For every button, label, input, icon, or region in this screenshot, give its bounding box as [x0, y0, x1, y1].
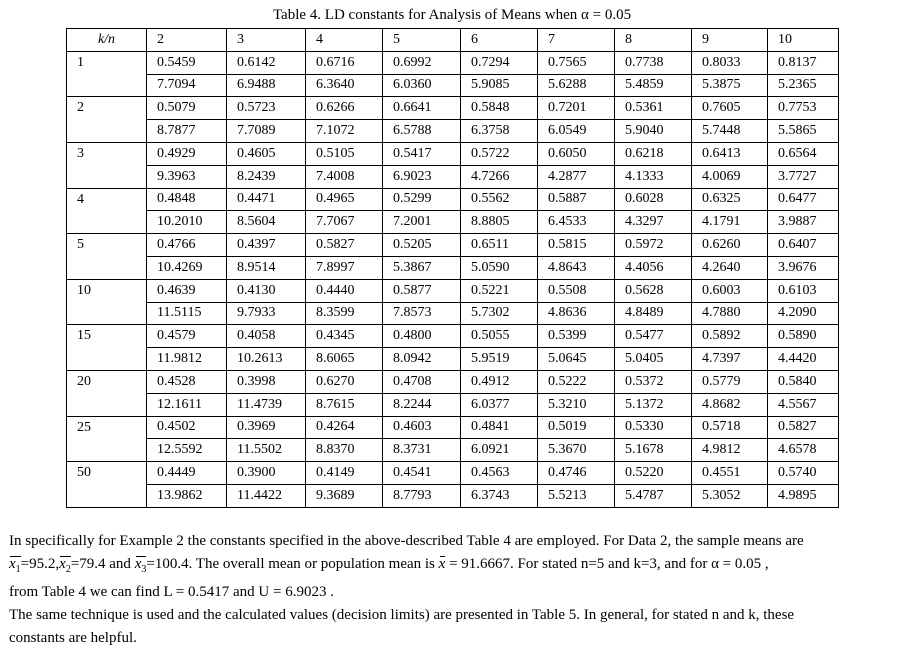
lower-limit-cell: 0.7605 — [692, 97, 768, 120]
upper-limit-cell: 4.2090 — [768, 302, 839, 325]
corner-header: k/n — [67, 29, 147, 52]
k-label-cell: 15 — [67, 325, 147, 371]
upper-limit-cell: 6.0921 — [461, 439, 538, 462]
lower-limit-cell: 0.3969 — [227, 416, 306, 439]
table-row-lower — [67, 279, 839, 302]
upper-limit-cell: 10.2010 — [147, 211, 227, 234]
upper-limit-cell: 8.5604 — [227, 211, 306, 234]
n-header: 9 — [692, 29, 768, 52]
upper-limit-cell: 12.5592 — [147, 439, 227, 462]
table-row-lower — [67, 97, 839, 120]
lower-limit-cell: 0.4471 — [227, 188, 306, 211]
upper-limit-cell: 4.6578 — [768, 439, 839, 462]
lower-limit-cell: 0.4397 — [227, 234, 306, 257]
upper-limit-cell: 5.2365 — [768, 74, 839, 97]
lower-limit-cell: 0.5079 — [147, 97, 227, 120]
upper-limit-cell: 7.4008 — [306, 165, 383, 188]
lower-limit-cell: 0.5399 — [538, 325, 615, 348]
lower-limit-cell: 0.5205 — [383, 234, 461, 257]
lower-limit-cell: 0.5055 — [461, 325, 538, 348]
table-row-lower — [67, 142, 839, 165]
n-header: 4 — [306, 29, 383, 52]
lower-limit-cell: 0.5019 — [538, 416, 615, 439]
upper-limit-cell: 8.7793 — [383, 484, 461, 507]
lower-limit-cell: 0.5417 — [383, 142, 461, 165]
upper-limit-cell: 11.4422 — [227, 484, 306, 507]
k-label-cell: 1 — [67, 51, 147, 97]
upper-limit-cell: 5.7302 — [461, 302, 538, 325]
lower-limit-cell: 0.5877 — [383, 279, 461, 302]
lower-limit-cell: 0.4766 — [147, 234, 227, 257]
table-row-lower — [67, 370, 839, 393]
table-row-upper — [67, 256, 839, 279]
lower-limit-cell: 0.5222 — [538, 370, 615, 393]
lower-limit-cell: 0.4563 — [461, 462, 538, 485]
lower-limit-cell: 0.5459 — [147, 51, 227, 74]
upper-limit-cell: 3.9887 — [768, 211, 839, 234]
lower-limit-cell: 0.4528 — [147, 370, 227, 393]
lower-limit-cell: 0.4639 — [147, 279, 227, 302]
upper-limit-cell: 4.9895 — [768, 484, 839, 507]
lower-limit-cell: 0.5372 — [615, 370, 692, 393]
xbar-symbol: $x_1$ — [9, 553, 21, 581]
upper-limit-cell: 5.0405 — [615, 348, 692, 371]
n-header: 2 — [147, 29, 227, 52]
upper-limit-cell: 11.5502 — [227, 439, 306, 462]
upper-limit-cell: 3.7727 — [768, 165, 839, 188]
lower-limit-cell: 0.8137 — [768, 51, 839, 74]
upper-limit-cell: 4.1791 — [692, 211, 768, 234]
k-label-cell: 50 — [67, 462, 147, 508]
lower-limit-cell: 0.5779 — [692, 370, 768, 393]
lower-limit-cell: 0.6270 — [306, 370, 383, 393]
table-caption: Table 4. LD constants for Analysis of Means when α = 0.05 — [272, 7, 632, 23]
upper-limit-cell: 10.4269 — [147, 256, 227, 279]
n-header: 8 — [615, 29, 692, 52]
upper-limit-cell: 3.9676 — [768, 256, 839, 279]
lower-limit-cell: 0.5361 — [615, 97, 692, 120]
upper-limit-cell: 5.4859 — [615, 74, 692, 97]
lower-limit-cell: 0.8033 — [692, 51, 768, 74]
table-row-lower — [67, 51, 839, 74]
upper-limit-cell: 5.3210 — [538, 393, 615, 416]
k-label-cell: 10 — [67, 279, 147, 325]
lower-limit-cell: 0.5477 — [615, 325, 692, 348]
upper-limit-cell: 6.0360 — [383, 74, 461, 97]
lower-limit-cell: 0.7201 — [538, 97, 615, 120]
lower-limit-cell: 0.3900 — [227, 462, 306, 485]
lower-limit-cell: 0.5723 — [227, 97, 306, 120]
lower-limit-cell: 0.4551 — [692, 462, 768, 485]
upper-limit-cell: 4.8636 — [538, 302, 615, 325]
lower-limit-cell: 0.4440 — [306, 279, 383, 302]
n-header: 5 — [383, 29, 461, 52]
lower-limit-cell: 0.6407 — [768, 234, 839, 257]
upper-limit-cell: 4.2877 — [538, 165, 615, 188]
lower-limit-cell: 0.4149 — [306, 462, 383, 485]
upper-limit-cell: 6.3758 — [461, 120, 538, 143]
upper-limit-cell: 7.8573 — [383, 302, 461, 325]
lower-limit-cell: 0.5840 — [768, 370, 839, 393]
lower-limit-cell: 0.5890 — [768, 325, 839, 348]
upper-limit-cell: 7.7067 — [306, 211, 383, 234]
upper-limit-cell: 4.8682 — [692, 393, 768, 416]
table-body — [67, 51, 839, 507]
table-row-lower — [67, 416, 839, 439]
lower-limit-cell: 0.5827 — [768, 416, 839, 439]
n-header: 7 — [538, 29, 615, 52]
lower-limit-cell: 0.4929 — [147, 142, 227, 165]
upper-limit-cell: 5.1372 — [615, 393, 692, 416]
upper-limit-cell: 11.5115 — [147, 302, 227, 325]
lower-limit-cell: 0.4579 — [147, 325, 227, 348]
table-row-upper — [67, 393, 839, 416]
upper-limit-cell: 8.2244 — [383, 393, 461, 416]
upper-limit-cell: 4.7266 — [461, 165, 538, 188]
upper-limit-cell: 5.4787 — [615, 484, 692, 507]
lower-limit-cell: 0.5722 — [461, 142, 538, 165]
lower-limit-cell: 0.5562 — [461, 188, 538, 211]
upper-limit-cell: 11.4739 — [227, 393, 306, 416]
upper-limit-cell: 5.0645 — [538, 348, 615, 371]
upper-limit-cell: 10.2613 — [227, 348, 306, 371]
upper-limit-cell: 8.8370 — [306, 439, 383, 462]
upper-limit-cell: 6.0377 — [461, 393, 538, 416]
upper-limit-cell: 4.2640 — [692, 256, 768, 279]
table-row-upper — [67, 302, 839, 325]
lower-limit-cell: 0.6511 — [461, 234, 538, 257]
k-label-cell: 3 — [67, 142, 147, 188]
upper-limit-cell: 5.3052 — [692, 484, 768, 507]
lower-limit-cell: 0.7738 — [615, 51, 692, 74]
upper-limit-cell: 6.5788 — [383, 120, 461, 143]
lower-limit-cell: 0.3998 — [227, 370, 306, 393]
lower-limit-cell: 0.6992 — [383, 51, 461, 74]
lower-limit-cell: 0.5105 — [306, 142, 383, 165]
lower-limit-cell: 0.6218 — [615, 142, 692, 165]
upper-limit-cell: 7.7089 — [227, 120, 306, 143]
table-row-lower — [67, 325, 839, 348]
upper-limit-cell: 8.9514 — [227, 256, 306, 279]
lower-limit-cell: 0.4848 — [147, 188, 227, 211]
upper-limit-cell: 7.1072 — [306, 120, 383, 143]
upper-limit-cell: 5.0590 — [461, 256, 538, 279]
lower-limit-cell: 0.5220 — [615, 462, 692, 485]
upper-limit-cell: 4.3297 — [615, 211, 692, 234]
lower-limit-cell: 0.6325 — [692, 188, 768, 211]
lower-limit-cell: 0.6641 — [383, 97, 461, 120]
table-row-upper — [67, 348, 839, 371]
lower-limit-cell: 0.6266 — [306, 97, 383, 120]
upper-limit-cell: 9.3963 — [147, 165, 227, 188]
lower-limit-cell: 0.4605 — [227, 142, 306, 165]
table-row-upper — [67, 165, 839, 188]
paragraph-line: constants are helpful. — [9, 630, 137, 646]
upper-limit-cell: 5.9040 — [615, 120, 692, 143]
upper-limit-cell: 6.3743 — [461, 484, 538, 507]
upper-limit-cell: 4.1333 — [615, 165, 692, 188]
lower-limit-cell: 0.5827 — [306, 234, 383, 257]
upper-limit-cell: 5.1678 — [615, 439, 692, 462]
upper-limit-cell: 6.4533 — [538, 211, 615, 234]
upper-limit-cell: 4.9812 — [692, 439, 768, 462]
upper-limit-cell: 4.5567 — [768, 393, 839, 416]
upper-limit-cell: 4.8489 — [615, 302, 692, 325]
upper-limit-cell: 7.2001 — [383, 211, 461, 234]
upper-limit-cell: 8.7877 — [147, 120, 227, 143]
lower-limit-cell: 0.4841 — [461, 416, 538, 439]
upper-limit-cell: 8.7615 — [306, 393, 383, 416]
upper-limit-cell: 7.8997 — [306, 256, 383, 279]
lower-limit-cell: 0.4058 — [227, 325, 306, 348]
lower-limit-cell: 0.5330 — [615, 416, 692, 439]
table-row-upper — [67, 74, 839, 97]
table-row-upper — [67, 211, 839, 234]
n-header: 3 — [227, 29, 306, 52]
k-label-cell: 25 — [67, 416, 147, 462]
lower-limit-cell: 0.6260 — [692, 234, 768, 257]
paragraph-line: In specifically for Example 2 the constants specified in the above-described Table 4 are employed. For Data 2, the sample means are — [9, 533, 804, 549]
lower-limit-cell: 0.6050 — [538, 142, 615, 165]
upper-limit-cell: 9.3689 — [306, 484, 383, 507]
xbar-symbol: $x_3$ — [135, 553, 147, 581]
xbar-symbol: $x_2$ — [59, 553, 71, 581]
k-label-cell: 4 — [67, 188, 147, 234]
paragraph-line: The same technique is used and the calculated values (decision limits) are presented in Table 5. In general, for stated n and k, these — [9, 607, 795, 623]
lower-limit-cell: 0.4708 — [383, 370, 461, 393]
upper-limit-cell: 5.5213 — [538, 484, 615, 507]
lower-limit-cell: 0.6028 — [615, 188, 692, 211]
upper-limit-cell: 8.0942 — [383, 348, 461, 371]
k-label-cell: 5 — [67, 234, 147, 280]
upper-limit-cell: 8.3731 — [383, 439, 461, 462]
upper-limit-cell: 13.9862 — [147, 484, 227, 507]
lower-limit-cell: 0.4130 — [227, 279, 306, 302]
upper-limit-cell: 4.0069 — [692, 165, 768, 188]
lower-limit-cell: 0.6142 — [227, 51, 306, 74]
lower-limit-cell: 0.5892 — [692, 325, 768, 348]
lower-limit-cell: 0.4345 — [306, 325, 383, 348]
lower-limit-cell: 0.6564 — [768, 142, 839, 165]
paragraph-line: $x_1=95.2,x_2=79.4$ and $x_3=100.4$. The overall mean or population mean is x = 91.6667. For stated n=5 and k=3, and for α = 0.05 , — [9, 553, 899, 581]
paragraph-line: from Table 4 we can find L = 0.5417 and U = 6.9023 . — [9, 584, 334, 600]
lower-limit-cell: 0.4541 — [383, 462, 461, 485]
upper-limit-cell: 8.8805 — [461, 211, 538, 234]
lower-limit-cell: 0.4965 — [306, 188, 383, 211]
lower-limit-cell: 0.4746 — [538, 462, 615, 485]
lower-limit-cell: 0.5848 — [461, 97, 538, 120]
k-label-cell: 20 — [67, 370, 147, 416]
upper-limit-cell: 12.1611 — [147, 393, 227, 416]
lower-limit-cell: 0.4603 — [383, 416, 461, 439]
upper-limit-cell: 4.7397 — [692, 348, 768, 371]
k-label-cell: 2 — [67, 97, 147, 143]
lower-limit-cell: 0.7294 — [461, 51, 538, 74]
lower-limit-cell: 0.5740 — [768, 462, 839, 485]
table-row-lower — [67, 188, 839, 211]
lower-limit-cell: 0.6477 — [768, 188, 839, 211]
n-header: 6 — [461, 29, 538, 52]
lower-limit-cell: 0.4800 — [383, 325, 461, 348]
lower-limit-cell: 0.4449 — [147, 462, 227, 485]
table-header-row — [67, 29, 839, 52]
upper-limit-cell: 5.3867 — [383, 256, 461, 279]
lower-limit-cell: 0.5815 — [538, 234, 615, 257]
lower-limit-cell: 0.4502 — [147, 416, 227, 439]
upper-limit-cell: 5.3875 — [692, 74, 768, 97]
upper-limit-cell: 4.8643 — [538, 256, 615, 279]
lower-limit-cell: 0.6003 — [692, 279, 768, 302]
upper-limit-cell: 6.9488 — [227, 74, 306, 97]
upper-limit-cell: 5.7448 — [692, 120, 768, 143]
lower-limit-cell: 0.5887 — [538, 188, 615, 211]
upper-limit-cell: 4.4056 — [615, 256, 692, 279]
upper-limit-cell: 6.0549 — [538, 120, 615, 143]
table-row-lower — [67, 234, 839, 257]
upper-limit-cell: 4.4420 — [768, 348, 839, 371]
lower-limit-cell: 0.4912 — [461, 370, 538, 393]
xbar-symbol: x — [439, 553, 446, 576]
upper-limit-cell: 6.3640 — [306, 74, 383, 97]
upper-limit-cell: 9.7933 — [227, 302, 306, 325]
lower-limit-cell: 0.4264 — [306, 416, 383, 439]
upper-limit-cell: 7.7094 — [147, 74, 227, 97]
lower-limit-cell: 0.5221 — [461, 279, 538, 302]
lower-limit-cell: 0.6413 — [692, 142, 768, 165]
upper-limit-cell: 5.5865 — [768, 120, 839, 143]
table-row-upper — [67, 439, 839, 462]
upper-limit-cell: 5.9519 — [461, 348, 538, 371]
upper-limit-cell: 8.6065 — [306, 348, 383, 371]
upper-limit-cell: 8.2439 — [227, 165, 306, 188]
lower-limit-cell: 0.5972 — [615, 234, 692, 257]
upper-limit-cell: 4.7880 — [692, 302, 768, 325]
ld-constants-table — [66, 28, 839, 508]
lower-limit-cell: 0.7753 — [768, 97, 839, 120]
n-header: 10 — [768, 29, 839, 52]
upper-limit-cell: 5.9085 — [461, 74, 538, 97]
lower-limit-cell: 0.5508 — [538, 279, 615, 302]
lower-limit-cell: 0.5718 — [692, 416, 768, 439]
table-row-upper — [67, 484, 839, 507]
lower-limit-cell: 0.5628 — [615, 279, 692, 302]
upper-limit-cell: 6.9023 — [383, 165, 461, 188]
lower-limit-cell: 0.6103 — [768, 279, 839, 302]
upper-limit-cell: 5.3670 — [538, 439, 615, 462]
upper-limit-cell: 8.3599 — [306, 302, 383, 325]
upper-limit-cell: 5.6288 — [538, 74, 615, 97]
body-paragraph — [9, 530, 899, 650]
lower-limit-cell: 0.7565 — [538, 51, 615, 74]
table-row-upper — [67, 120, 839, 143]
table-row-lower — [67, 462, 839, 485]
lower-limit-cell: 0.6716 — [306, 51, 383, 74]
lower-limit-cell: 0.5299 — [383, 188, 461, 211]
upper-limit-cell: 11.9812 — [147, 348, 227, 371]
